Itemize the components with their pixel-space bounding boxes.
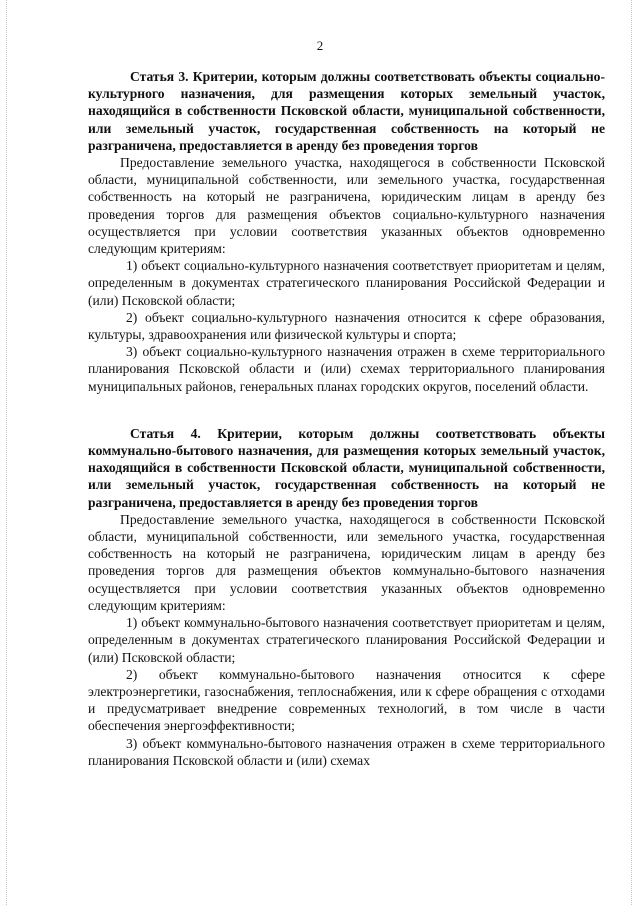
article-3 — [88, 68, 605, 395]
article-3-item-1: 1) объект социально-культурного назначения соответствует приоритетам и целям, определенным в документах стратегического планирования Российской Федерации и (или) Псковской области; — [88, 258, 605, 308]
article-4-heading: Статья 4. Критерии, которым должны соответствовать объекты коммунально-бытового назначения, для размещения которых земельный участок, находящийся в собственности Псковской области, муниципальной собственности, или земельный участок, государственная собственность на который не разграничена, предоставляется в аренду без проведения торгов — [88, 425, 605, 510]
document-body — [88, 68, 605, 769]
article-4-item-2: 2) объект коммунально-бытового назначения относится к сфере электроэнергетики, газоснабжения, теплоснабжения, или к сфере обращения с отходами и предусматривает внедрение современных технологий, в том числе в части обеспечения энергоэффективности; — [88, 666, 605, 734]
scan-edge-right — [631, 0, 632, 905]
scan-edge-left — [6, 0, 7, 905]
page-number: 2 — [316, 38, 324, 53]
article-3-item-2: 2) объект социально-культурного назначения относится к сфере образования, культуры, здравоохранения или физической культуры и спорта; — [88, 309, 605, 343]
article-3-intro: Предоставление земельного участка, находящегося в собственности Псковской области, муниципальной собственности, или земельного участка, государственная собственность на который не разграничена, юридическим лицам в аренду без проведения торгов для размещения объектов социально-культурного назначения осуществляется при условии соответствия указанных объектов одновременно следующим критериям: — [88, 155, 605, 257]
article-3-item-3: 3) объект социально-культурного назначения отражен в схеме территориального планирования Псковской области и (или) схемах территориального планирования муниципальных районов, генеральных планах городских округов, поселений области. — [88, 344, 605, 394]
section-spacer — [88, 395, 605, 425]
article-3-heading: Статья 3. Критерии, которым должны соответствовать объекты социально-культурного назначения, для размещения которых земельный участок, находящийся в собственности Псковской области, муниципальной собственности, или земельный участок, государственная собственность на который не разграничена, предоставляется в аренду без проведения торгов — [88, 69, 605, 153]
article-4-item-1: 1) объект коммунально-бытового назначения соответствует приоритетам и целям, определенным в документах стратегического планирования Российской Федерации и (или) Псковской области; — [88, 615, 605, 665]
article-4 — [88, 425, 605, 769]
article-4-item-3: 3) объект коммунально-бытового назначения отражен в схеме территориального планирования Псковской области и (или) схемах — [88, 735, 605, 768]
article-4-intro: Предоставление земельного участка, находящегося в собственности Псковской области, муниципальной собственности, или земельного участка, государственная собственность на который не разграничена, юридическим лицам в аренду без проведения торгов для размещения объектов коммунально-бытового назначения осуществляется при условии соответствия указанных объектов одновременно следующим критериям: — [88, 511, 605, 613]
